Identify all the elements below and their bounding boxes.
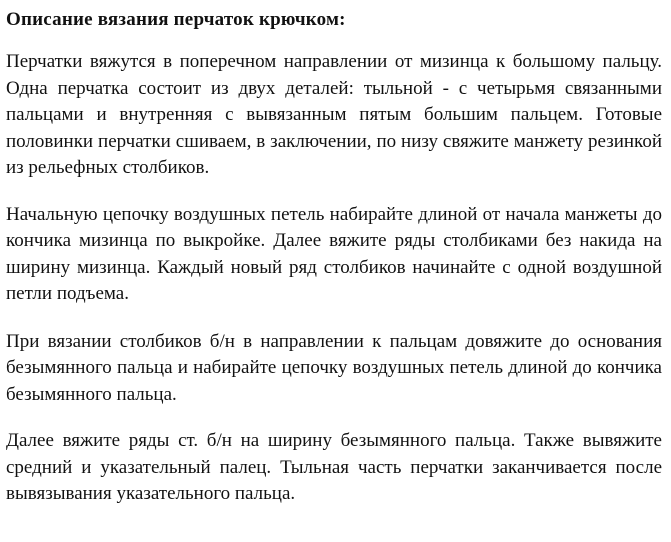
paragraph-4: Далее вяжите ряды ст. б/н на ширину безымянного пальца. Также вывяжите средний и указательный палец. Тыльная часть перчатки заканчивается после вывязывания указательного пальца.	[6, 430, 662, 504]
document-body	[6, 0, 662, 508]
paragraph-1: Перчатки вяжутся в поперечном направлении от мизинца к большому пальцу. Одна перчатка состоит из двух деталей: тыльной - с четырьмя связанными пальцами и внутренняя с вывязанным пятым большим пальцем. Готовые половинки перчатки сшиваем, в заключении, по низу свяжите манжету резинкой из рельефных столбиков.	[6, 51, 662, 178]
paragraph-3: При вязании столбиков б/н в направлении к пальцам довяжите до основания безымянного пальца и набирайте цепочку воздушных петель длиной до кончика безымянного пальца.	[6, 330, 662, 405]
paragraph-2: Начальную цепочку воздушных петель набирайте длиной от начала манжеты до кончика мизинца по выкройке. Далее вяжите ряды столбиками без накида на ширину мизинца. Каждый новый ряд столбиков начинайте с одной воздушной петли подъема.	[6, 203, 662, 304]
document-title: Описание вязания перчаток крючком:	[6, 9, 346, 30]
